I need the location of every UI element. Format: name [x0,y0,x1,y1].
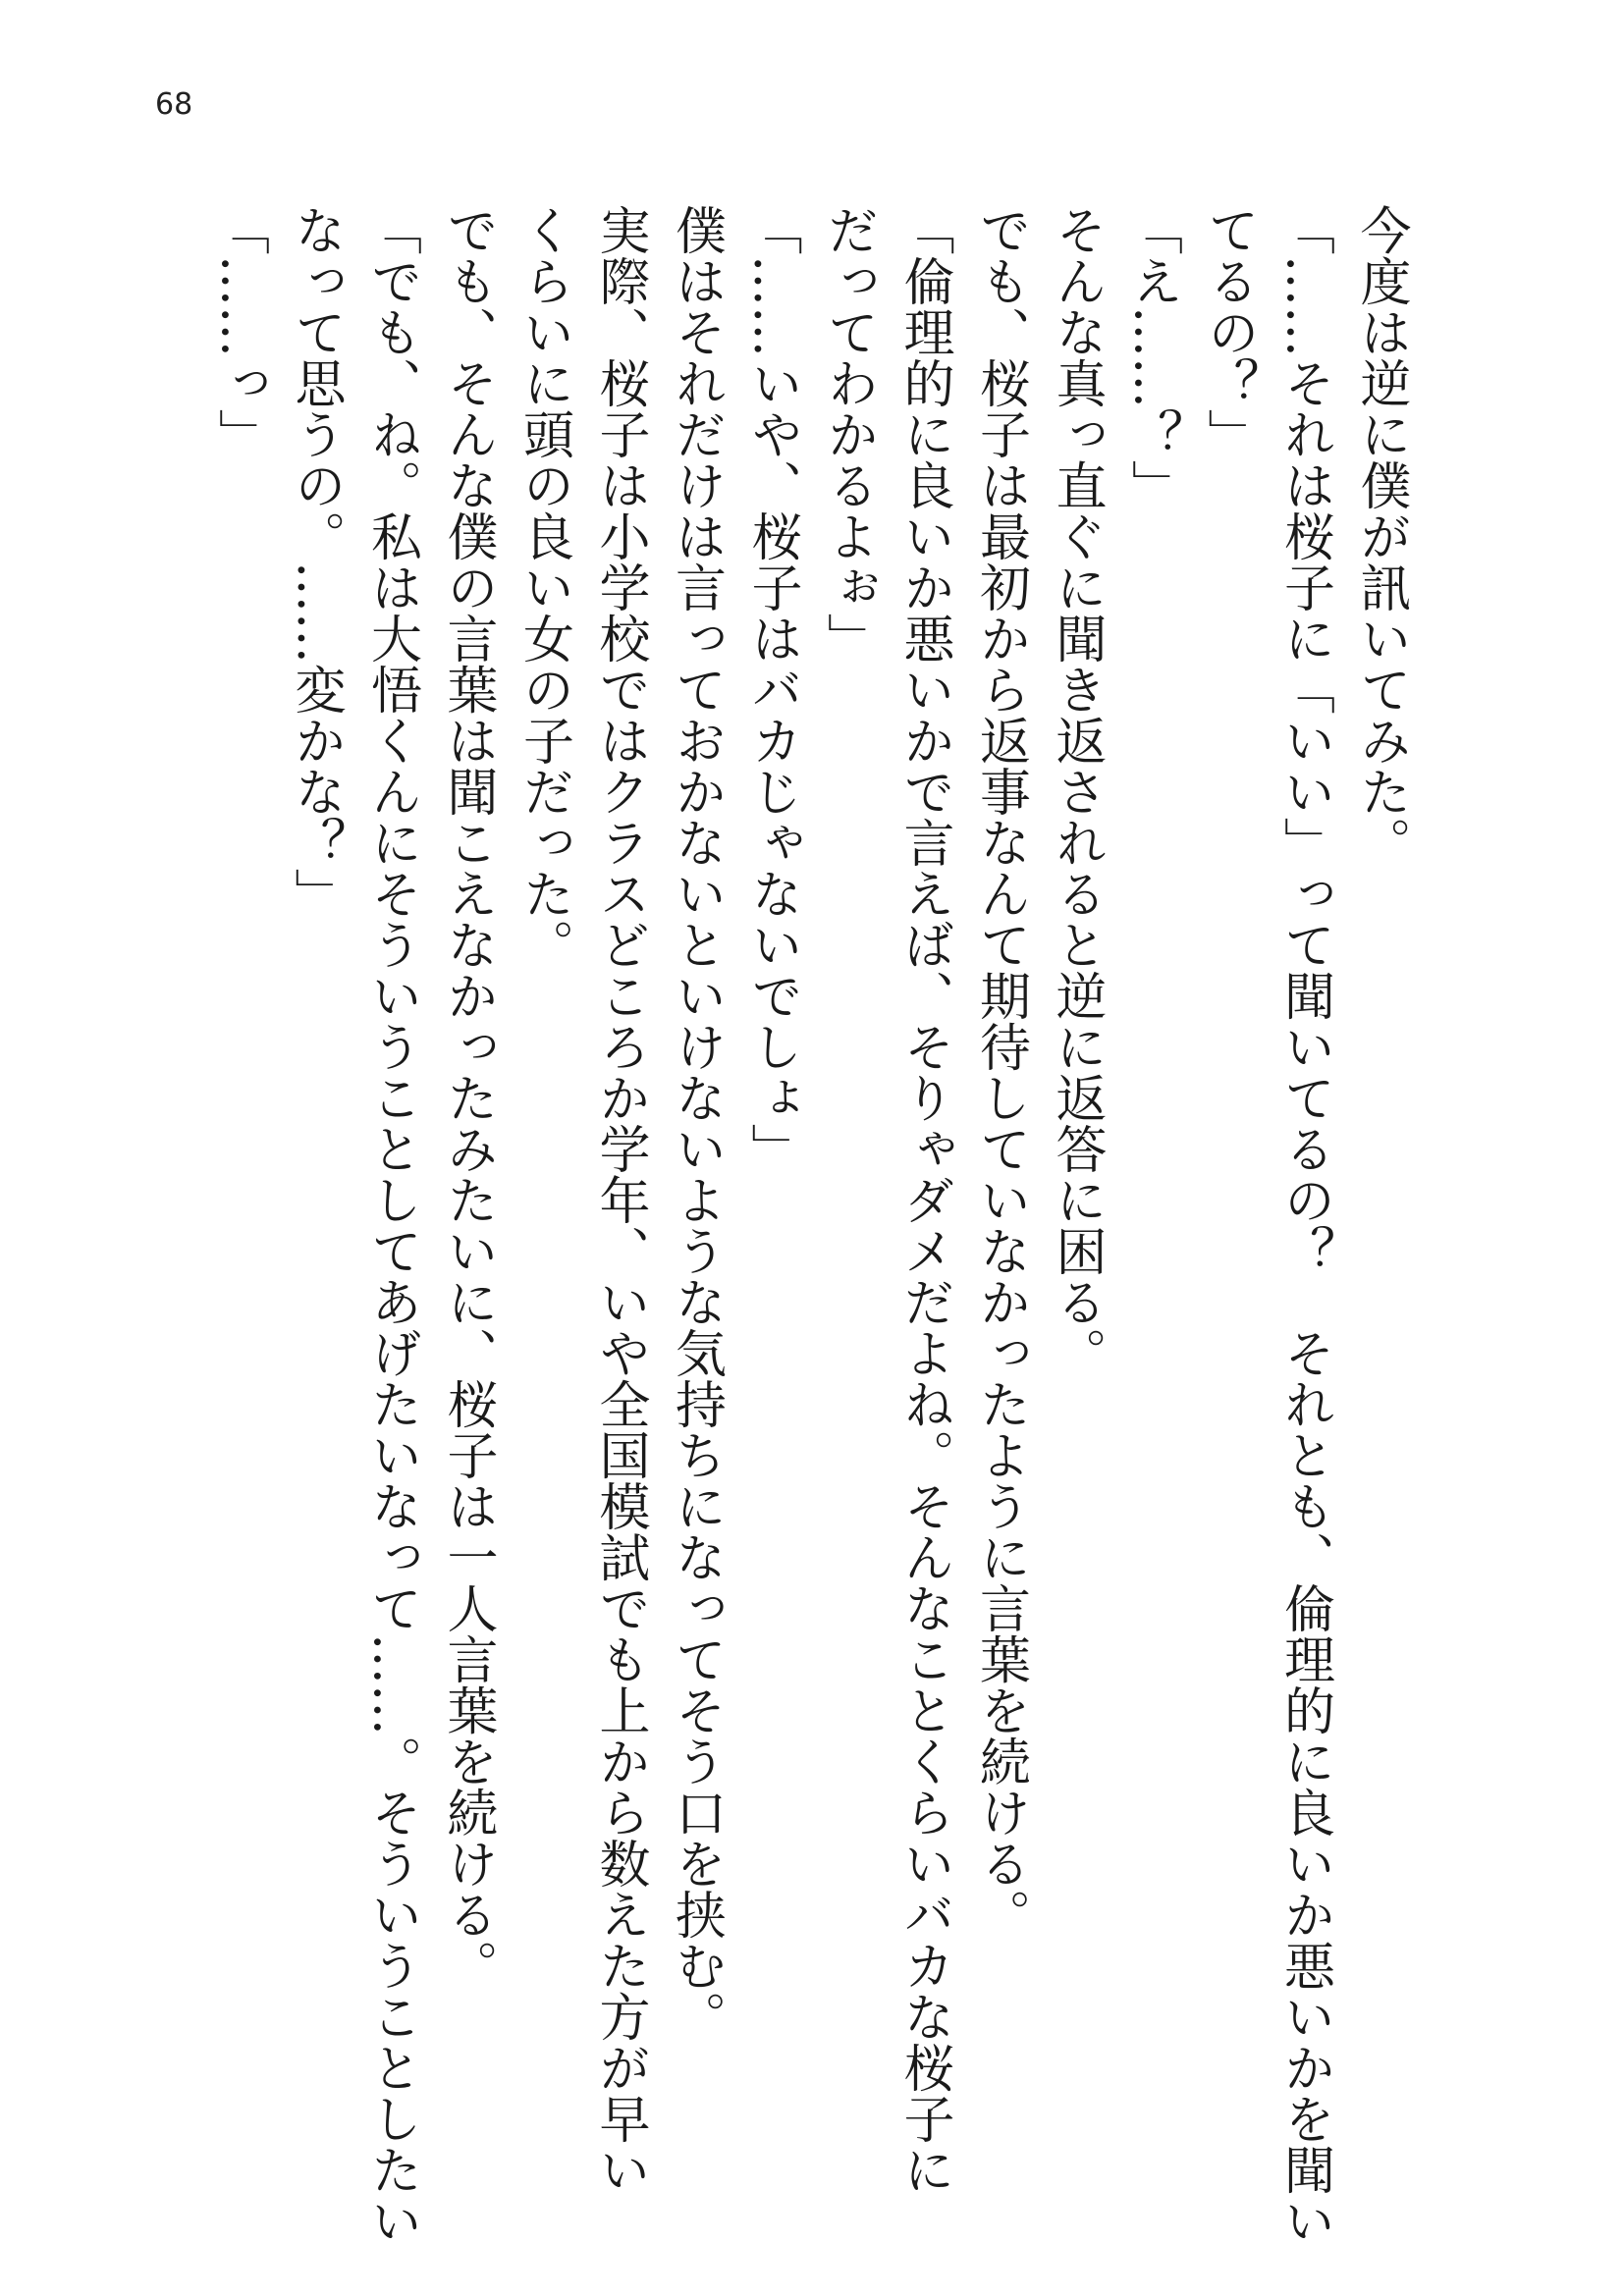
text-line: 「……いや、桜子はバカじゃないでしょ」 [742,204,801,1174]
text-line: 「倫理的に良いか悪いかで言えば、そりゃダメだよね。そんなことくらいバカな桜子に [894,204,953,2195]
page-number: 68 [155,87,193,122]
text-line: 「でも、ね。私は大悟くんにそういうことしてあげたいなって……。そういうことしたい [361,204,421,2246]
text-line: てるの？」 [1199,204,1258,459]
text-line: 「え……？」 [1122,204,1182,510]
text-line: でも、桜子は最初から返事なんて期待していなかったように言葉を続ける。 [970,204,1030,1940]
vertical-text-body [200,204,1418,2246]
text-line: 今度は逆に僕が訊いてみた。 [1351,204,1410,868]
text-line: なって思うの。……変かな？」 [286,204,345,919]
text-line: 「……それは桜子に「いい」って聞いてるの？ それとも、倫理的に良いか悪いかを聞い [1274,204,1334,2246]
text-line: でも、そんな僕の言葉は聞こえなかったみたいに、桜子は一人言葉を続ける。 [438,204,497,1991]
text-line: 実際、桜子は小学校ではクラスどころか学年、いや全国模試でも上から数えた方が早い [590,204,649,2195]
text-line: くらいに頭の良い女の子だった。 [514,204,573,970]
text-line: そんな真っ直ぐに聞き返されると逆に返答に困る。 [1047,204,1106,1378]
text-line: だってわかるよぉ」 [818,204,878,664]
text-line: 「……っ」 [209,204,269,459]
text-line: 僕はそれだけは言っておかないといけないような気持ちになってそう口を挟む。 [666,204,726,2042]
